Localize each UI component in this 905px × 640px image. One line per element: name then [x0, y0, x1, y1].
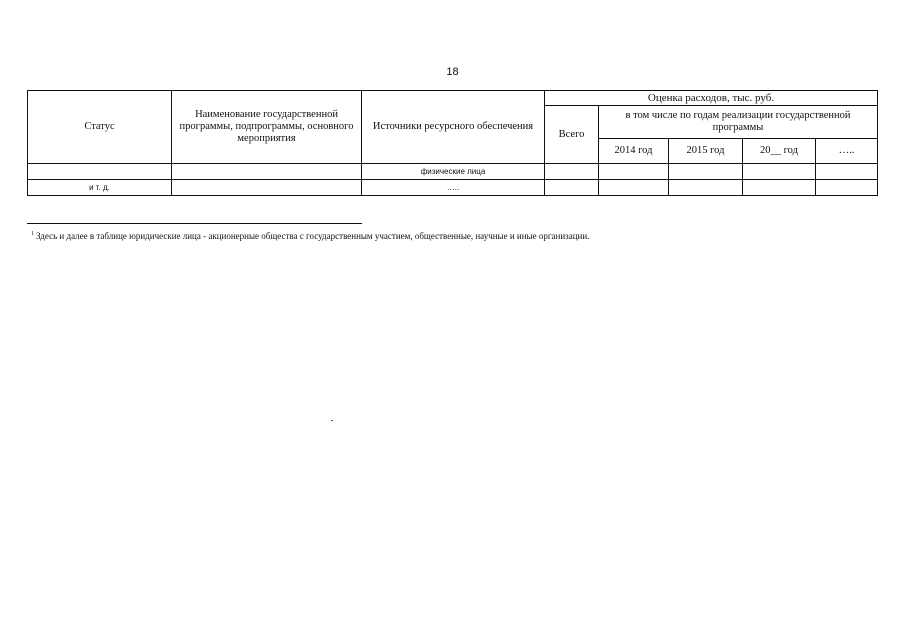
cell-year-20: [743, 164, 816, 180]
footnote-text: Здесь и далее в таблице юридические лица - акционерные общества с государственным участием, общественные, научные и иные организации.: [36, 231, 590, 241]
table-row: [28, 180, 878, 196]
cell-year-2015: [669, 164, 743, 180]
header-year-2015: 2015 год: [669, 139, 743, 164]
header-year-20: 20__ год: [743, 139, 816, 164]
header-status: Статус: [28, 91, 172, 164]
cell-name: [172, 180, 362, 196]
stray-dot: [331, 420, 333, 421]
header-total: Всего: [545, 106, 599, 164]
cell-total: [545, 164, 599, 180]
header-by-years: в том числе по годам реализации государственной программы: [599, 106, 878, 139]
header-estimate: Оценка расходов, тыс. руб.: [545, 91, 878, 106]
cell-year-2015: [669, 180, 743, 196]
cell-source: физические лица: [362, 164, 545, 180]
cell-year-2014: [599, 180, 669, 196]
cell-year-2014: [599, 164, 669, 180]
header-sources: Источники ресурсного обеспечения: [362, 91, 545, 164]
header-more: …..: [816, 139, 878, 164]
footnote: [31, 229, 871, 242]
cell-year-20: [743, 180, 816, 196]
footnote-divider: [27, 223, 362, 224]
cell-total: [545, 180, 599, 196]
footnote-marker: 1: [31, 231, 34, 237]
table-row: [28, 164, 878, 180]
cell-status: [28, 164, 172, 180]
header-name: Наименование государственной программы, подпрограммы, основного мероприятия: [172, 91, 362, 164]
resource-table: [27, 90, 878, 196]
cell-status: и т. д.: [28, 180, 172, 196]
cell-name: [172, 164, 362, 180]
cell-more: [816, 164, 878, 180]
header-year-2014: 2014 год: [599, 139, 669, 164]
cell-source: …..: [362, 180, 545, 196]
page-number: 18: [446, 66, 459, 78]
cell-more: [816, 180, 878, 196]
